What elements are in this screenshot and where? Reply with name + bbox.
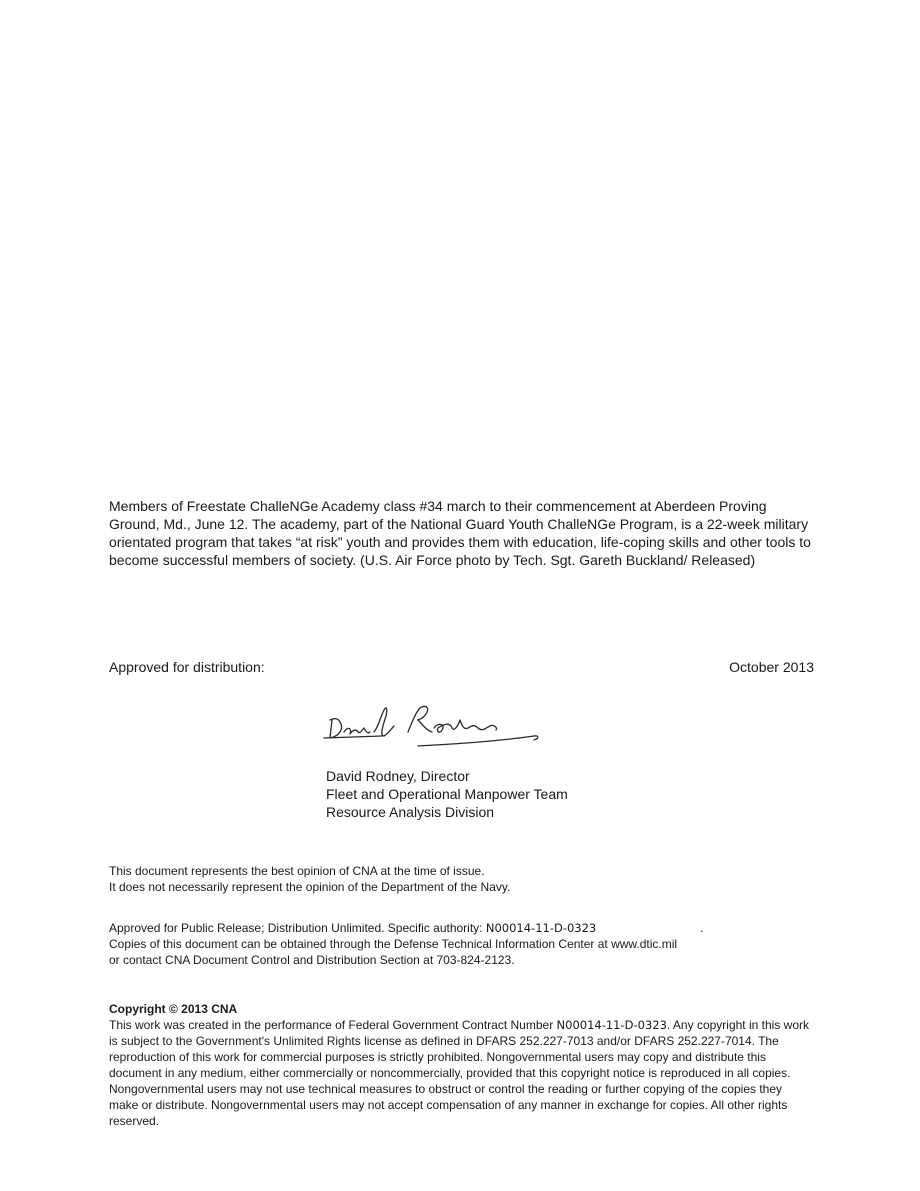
release-statement (109, 920, 704, 968)
opinion-line-1: This document represents the best opinion of CNA at the time of issue. (109, 864, 485, 878)
release-line-3: or contact CNA Document Control and Distribution Section at 703-824-2123. (109, 953, 515, 967)
director-signature (322, 698, 542, 758)
opinion-statement (109, 863, 510, 895)
approval-date: October 2013 (729, 659, 814, 675)
release-line-1 (109, 920, 704, 936)
signature-block (326, 767, 568, 821)
copyright-body-rest: . Any copyright in this work is subject to the Government's Unlimited Rights license as defined in DFARS 252.227-7013 and/or DFARS 252.227-7014. The reproduction of this work for commercial purposes is strictly prohibited. Nongovernmental users may copy and distribute this document in any medium, either commercially or noncommercially, provided that this copyright notice is reproduced in all copies. Nongovernmental users may not use technical measures to obstruct or control the reading or further copying of the copies they make or distribute. Nongovernmental users may not accept compensation of any manner in exchange for copies. All other rights reserved. (109, 1018, 809, 1128)
copyright-notice (109, 1001, 814, 1129)
copyright-body (109, 1017, 814, 1129)
copyright-body-prefix: This work was created in the performance of Federal Government Contract Number (109, 1018, 554, 1032)
release-period: . (700, 921, 704, 935)
team-name: Fleet and Operational Manpower Team (326, 786, 568, 802)
copyright-contract-number: N00014-11-D-0323 (556, 1018, 667, 1032)
opinion-line-2: It does not necessarily represent the opinion of the Department of the Navy. (109, 880, 511, 894)
release-contract-number: N00014-11-D-0323 (485, 921, 597, 935)
approval-label: Approved for distribution: (109, 659, 265, 675)
release-line-2: Copies of this document can be obtained through the Defense Technical Information Center at www.dtic.mil (109, 937, 678, 951)
director-name-title: David Rodney, Director (326, 768, 470, 784)
photo-caption: Members of Freestate ChalleNGe Academy class #34 march to their commencement at Aberdeen Proving Ground, Md., June 12. The academy, part of the National Guard Youth ChalleNGe Program, is a 22-week military orientated program that takes “at risk” youth and provides them with education, life-coping skills and other tools to become successful members of society. (U.S. Air Force photo by Tech. Sgt. Gareth Buckland/ Released) (109, 498, 811, 568)
division-name: Resource Analysis Division (326, 804, 495, 820)
copyright-heading: Copyright © 2013 CNA (109, 1002, 238, 1016)
release-authority-label: Approved for Public Release; Distribution Unlimited. Specific authority: (109, 921, 483, 935)
